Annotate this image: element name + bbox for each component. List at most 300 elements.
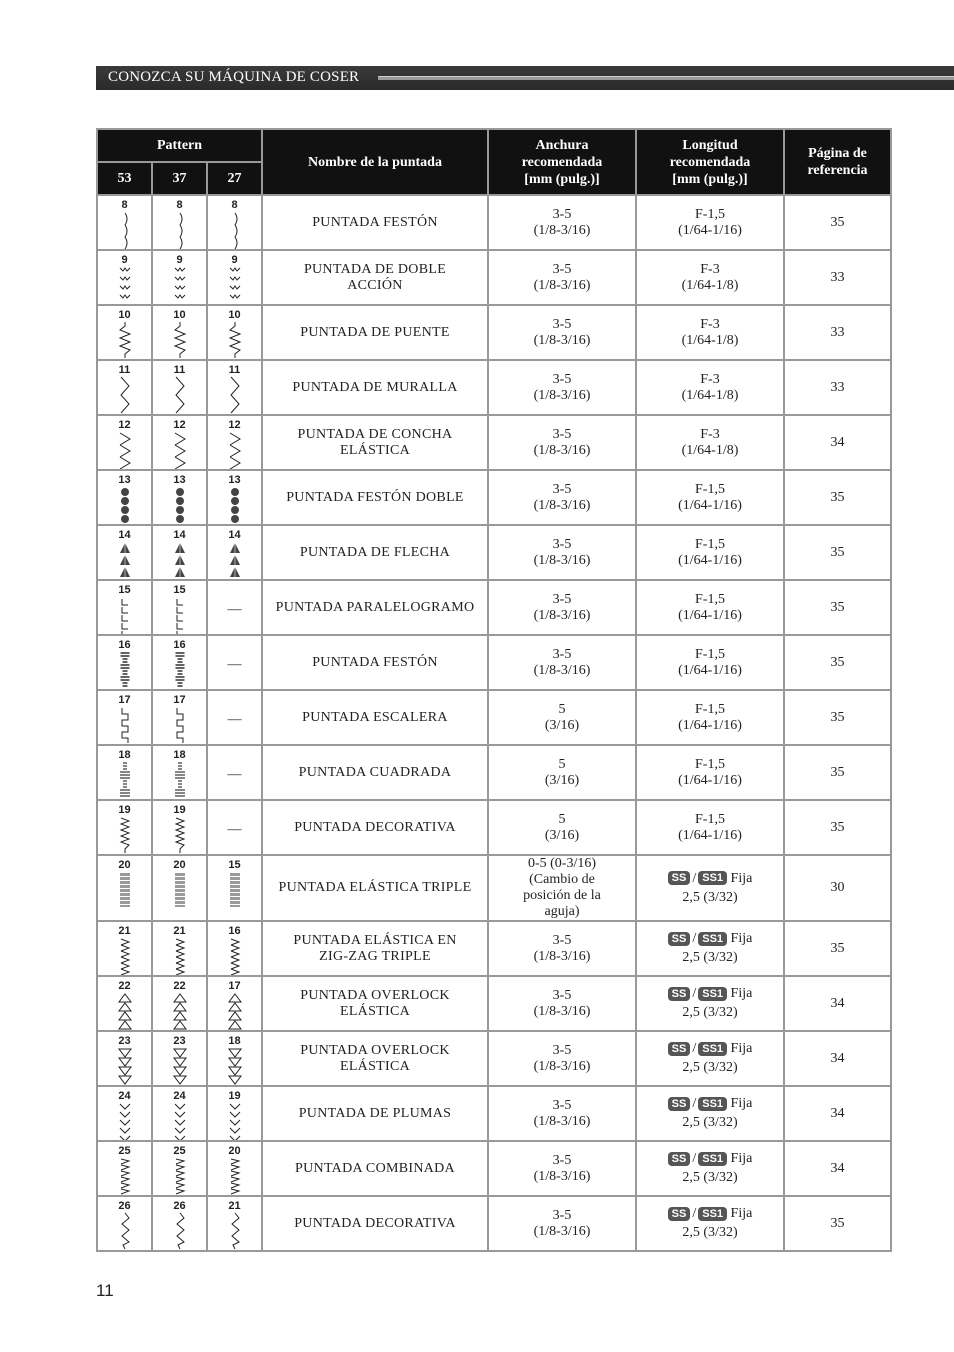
stitch-name-line: PUNTADA ELÁSTICA EN (293, 932, 457, 948)
stitch-pattern-icon (173, 871, 187, 909)
pattern-cell (97, 195, 152, 250)
pattern-number: 14 (228, 529, 241, 541)
pattern-cell (207, 305, 262, 360)
pattern-number: 24 (118, 1090, 131, 1102)
pattern-cell (152, 800, 207, 855)
stitch-pattern-icon (228, 1102, 242, 1140)
stitch-pattern-icon (173, 266, 187, 304)
pattern-cell (207, 745, 262, 800)
stitch-pattern-icon (118, 706, 132, 744)
stitch-pattern-icon (228, 211, 242, 249)
stitch-name-line: PUNTADA DE PLUMAS (298, 1105, 452, 1121)
pattern-cell (207, 976, 262, 1031)
pattern-cell (97, 470, 152, 525)
reference-page-cell: 35 (784, 921, 891, 976)
pattern-number: 16 (173, 639, 186, 651)
pattern-cell (152, 1086, 207, 1141)
table-row (97, 635, 891, 690)
not-available-dash: — (227, 767, 242, 782)
stitch-pattern-icon (228, 1212, 242, 1250)
table-row (97, 800, 891, 855)
width-cell (488, 305, 636, 360)
pattern-number: 11 (118, 364, 131, 376)
reference-page-cell: 33 (784, 360, 891, 415)
pattern-cell (152, 415, 207, 470)
length-cell (636, 855, 784, 921)
length-cell (636, 976, 784, 1031)
length-line: F-3 (700, 261, 720, 277)
stitch-name-cell (262, 976, 488, 1031)
length-header-line: Longitud (682, 137, 738, 153)
stitch-pattern-icon (173, 321, 187, 359)
stitch-name-line: PUNTADA OVERLOCK (300, 987, 450, 1003)
stitch-pattern-icon (118, 937, 132, 975)
pattern-number: 15 (173, 584, 186, 596)
stitch-pattern-icon (173, 761, 187, 799)
width-header-line: recomendada (521, 154, 603, 170)
width-line: 3-5 (552, 932, 572, 948)
reference-page-cell: 34 (784, 1031, 891, 1086)
pattern-number: 25 (173, 1145, 186, 1157)
length-line: (1/64-1/16) (678, 827, 742, 843)
ss1-badge: SS1 (698, 987, 727, 1001)
ss1-badge: SS1 (698, 932, 727, 946)
stitch-name-cell (262, 745, 488, 800)
stitch-pattern-icon (118, 431, 132, 469)
width-cell (488, 690, 636, 745)
stitch-name-cell (262, 800, 488, 855)
name-header: Nombre de la puntada (262, 129, 488, 195)
table-row (97, 690, 891, 745)
pattern-number: 12 (118, 419, 131, 431)
pattern-cell (97, 1031, 152, 1086)
ss-badge: SS (668, 1097, 691, 1111)
stitch-table (96, 128, 892, 1252)
stitch-pattern-icon (118, 871, 132, 909)
stitch-pattern-icon (173, 816, 187, 854)
stitch-name-line: ELÁSTICA (339, 1058, 411, 1074)
pattern-cell (152, 855, 207, 921)
length-line: F-1,5 (695, 701, 725, 717)
page-header-line: Página de (808, 146, 867, 161)
width-header (488, 129, 636, 195)
table-row (97, 305, 891, 360)
pattern-cell (152, 360, 207, 415)
width-line: (1/8-3/16) (533, 1113, 591, 1129)
reference-page-cell: 35 (784, 690, 891, 745)
pattern-cell (97, 635, 152, 690)
table-row (97, 745, 891, 800)
stitch-pattern-icon (228, 992, 242, 1030)
stitch-name-cell (262, 1086, 488, 1141)
pattern-cell (207, 360, 262, 415)
length-line: 2,5 (3/32) (682, 1225, 738, 1240)
stitch-name-cell (262, 360, 488, 415)
pattern-number: 16 (118, 639, 131, 651)
stitch-pattern-icon (118, 596, 132, 634)
width-line: (1/8-3/16) (533, 387, 591, 403)
stitch-pattern-icon (173, 1102, 187, 1140)
stitch-name-line: PUNTADA CUADRADA (298, 764, 452, 780)
length-cell (636, 800, 784, 855)
stitch-pattern-icon (118, 1157, 132, 1195)
pattern-cell (152, 305, 207, 360)
width-line: aguja) (544, 904, 580, 919)
stitch-pattern-icon (228, 321, 242, 359)
pattern-cell (97, 976, 152, 1031)
ss1-badge: SS1 (698, 1042, 727, 1056)
pattern-number: 21 (228, 1200, 241, 1212)
reference-page-cell: 34 (784, 1086, 891, 1141)
width-cell (488, 745, 636, 800)
pattern-cell (207, 470, 262, 525)
fixed-label: Fija (730, 931, 753, 946)
pattern-number: 11 (173, 364, 186, 376)
width-cell (488, 1086, 636, 1141)
pattern-number: 26 (173, 1200, 186, 1212)
width-line: (1/8-3/16) (533, 1223, 591, 1239)
reference-page-cell: 35 (784, 635, 891, 690)
pattern-number: 18 (118, 749, 131, 761)
pattern-cell (207, 635, 262, 690)
stitch-name-line: PUNTADA DE DOBLE (303, 261, 447, 277)
slash-separator: / (692, 986, 697, 1001)
stitch-pattern-icon (228, 541, 242, 579)
length-line: (1/64-1/8) (681, 387, 739, 403)
stitch-pattern-icon (118, 1212, 132, 1250)
model-37-header: 37 (152, 162, 207, 195)
ss-badge: SS (668, 932, 691, 946)
table-row (97, 1141, 891, 1196)
reference-page-cell: 34 (784, 415, 891, 470)
stitch-name-line: PUNTADA ESCALERA (302, 709, 448, 725)
pattern-cell (207, 1031, 262, 1086)
ss1-badge: SS1 (698, 1097, 727, 1111)
pattern-cell (207, 195, 262, 250)
length-line: F-1,5 (695, 756, 725, 772)
width-line: (1/8-3/16) (533, 552, 591, 568)
pattern-cell (207, 921, 262, 976)
pattern-number: 8 (121, 199, 128, 211)
length-line: 2,5 (3/32) (682, 1005, 738, 1020)
table-row (97, 580, 891, 635)
width-line: 3-5 (552, 1097, 572, 1113)
length-line: F-3 (700, 316, 720, 332)
stitch-name-line: ZIG-ZAG TRIPLE (319, 948, 431, 964)
fixed-label: Fija (730, 986, 753, 1001)
width-header-line: Anchura (535, 137, 589, 153)
stitch-pattern-icon (118, 211, 132, 249)
pattern-cell (152, 690, 207, 745)
pattern-cell (207, 800, 262, 855)
slash-separator: / (692, 1096, 697, 1111)
length-line: (1/64-1/16) (678, 552, 742, 568)
pattern-number: 15 (118, 584, 131, 596)
stitch-pattern-icon (173, 376, 187, 414)
width-cell (488, 1031, 636, 1086)
stitch-name-line: PUNTADA FESTÓN DOBLE (286, 489, 464, 505)
stitch-pattern-icon (173, 706, 187, 744)
stitch-pattern-icon (118, 651, 132, 689)
width-cell (488, 921, 636, 976)
pattern-cell (207, 250, 262, 305)
page-header (784, 129, 891, 195)
stitch-name-cell (262, 415, 488, 470)
length-line: (1/64-1/8) (681, 277, 739, 293)
pattern-cell (207, 580, 262, 635)
pattern-number: 13 (173, 474, 186, 486)
length-cell (636, 1031, 784, 1086)
pattern-number: 19 (228, 1090, 241, 1102)
pattern-cell (152, 1031, 207, 1086)
pattern-number: 22 (118, 980, 131, 992)
length-cell (636, 250, 784, 305)
not-available-dash: — (227, 822, 242, 837)
pattern-number: 10 (118, 309, 131, 321)
pattern-number: 9 (231, 254, 238, 266)
length-line: (1/64-1/16) (678, 662, 742, 678)
pattern-number: 24 (173, 1090, 186, 1102)
pattern-number: 26 (118, 1200, 131, 1212)
pattern-number: 10 (173, 309, 186, 321)
length-cell (636, 1141, 784, 1196)
pattern-number: 12 (228, 419, 241, 431)
pattern-number: 17 (118, 694, 131, 706)
table-row (97, 360, 891, 415)
width-cell (488, 360, 636, 415)
stitch-pattern-icon (173, 486, 187, 524)
page-header-line: referencia (807, 163, 868, 178)
pattern-cell (97, 580, 152, 635)
pattern-number: 9 (176, 254, 183, 266)
pattern-number: 9 (121, 254, 128, 266)
model-53-header: 53 (97, 162, 152, 195)
length-line: 2,5 (3/32) (682, 950, 738, 965)
length-line: F-3 (700, 371, 720, 387)
width-cell (488, 976, 636, 1031)
stitch-name-line: PUNTADA DE CONCHA (297, 426, 453, 442)
stitch-pattern-icon (173, 596, 187, 634)
pattern-cell (152, 921, 207, 976)
width-line: 3-5 (552, 1152, 572, 1168)
length-cell (636, 580, 784, 635)
width-line: (1/8-3/16) (533, 442, 591, 458)
width-line: 3-5 (552, 536, 572, 552)
width-line: 3-5 (552, 646, 572, 662)
pattern-cell (97, 415, 152, 470)
pattern-number: 17 (173, 694, 186, 706)
length-line: (1/64-1/16) (678, 717, 742, 733)
pattern-cell (97, 921, 152, 976)
ss1-badge: SS1 (698, 1152, 727, 1166)
reference-page-cell: 35 (784, 195, 891, 250)
length-line: (1/64-1/8) (681, 332, 739, 348)
stitch-name-line: PUNTADA DE FLECHA (299, 544, 451, 560)
length-header-line: recomendada (669, 154, 751, 170)
pattern-cell (97, 800, 152, 855)
pattern-number: 18 (173, 749, 186, 761)
length-line: 2,5 (3/32) (682, 889, 738, 905)
stitch-pattern-icon (173, 992, 187, 1030)
length-line: F-1,5 (695, 206, 725, 222)
pattern-cell (97, 1086, 152, 1141)
pattern-number: 14 (118, 529, 131, 541)
stitch-pattern-icon (118, 816, 132, 854)
table-row (97, 1031, 891, 1086)
pattern-number: 23 (118, 1035, 131, 1047)
not-available-dash: — (227, 657, 242, 672)
stitch-name-line: PUNTADA DECORATIVA (294, 819, 456, 835)
ss-badge: SS (668, 1152, 691, 1166)
stitch-name-cell (262, 855, 488, 921)
table-row (97, 1196, 891, 1251)
width-line: posición de la (523, 888, 601, 903)
stitch-name-line: PUNTADA ELÁSTICA TRIPLE (278, 880, 472, 895)
stitch-name-cell (262, 1031, 488, 1086)
stitch-pattern-icon (118, 321, 132, 359)
length-line: F-1,5 (695, 536, 725, 552)
length-cell (636, 745, 784, 800)
fixed-label: Fija (730, 1096, 753, 1111)
stitch-name-line: ACCIÓN (347, 277, 403, 293)
pattern-number: 17 (228, 980, 241, 992)
not-available-dash: — (227, 712, 242, 727)
stitch-pattern-icon (228, 486, 242, 524)
width-line: 5 (558, 811, 566, 827)
stitch-name-cell (262, 921, 488, 976)
length-line: (1/64-1/16) (678, 772, 742, 788)
stitch-pattern-icon (118, 266, 132, 304)
reference-page-cell: 34 (784, 1141, 891, 1196)
length-cell (636, 525, 784, 580)
pattern-cell (97, 1141, 152, 1196)
stitch-pattern-icon (118, 992, 132, 1030)
slash-separator: / (692, 1206, 697, 1221)
reference-page-cell: 35 (784, 470, 891, 525)
length-line: (1/64-1/16) (678, 607, 742, 623)
stitch-pattern-icon (173, 1212, 187, 1250)
pattern-number: 14 (173, 529, 186, 541)
reference-page-cell: 35 (784, 525, 891, 580)
width-cell (488, 1141, 636, 1196)
pattern-cell (97, 250, 152, 305)
width-cell (488, 415, 636, 470)
fixed-label: Fija (730, 1206, 753, 1221)
width-line: 3-5 (552, 987, 572, 1003)
table-row (97, 525, 891, 580)
pattern-cell (207, 415, 262, 470)
model-27-header: 27 (207, 162, 262, 195)
stitch-pattern-icon (228, 1157, 242, 1195)
width-cell (488, 800, 636, 855)
pattern-cell (152, 195, 207, 250)
length-line: (1/64-1/8) (681, 442, 739, 458)
pattern-cell (152, 1141, 207, 1196)
pattern-cell (152, 745, 207, 800)
width-line: (1/8-3/16) (533, 948, 591, 964)
stitch-pattern-icon (173, 541, 187, 579)
pattern-cell (97, 745, 152, 800)
pattern-cell (207, 525, 262, 580)
pattern-number: 21 (173, 925, 186, 937)
stitch-pattern-icon (173, 1047, 187, 1085)
ss1-badge: SS1 (698, 871, 727, 885)
width-cell (488, 195, 636, 250)
stitch-name-cell (262, 195, 488, 250)
stitch-name-line: ELÁSTICA (339, 442, 411, 458)
slash-separator: / (692, 870, 697, 886)
stitch-name-line: PUNTADA PARALELOGRAMO (275, 599, 475, 615)
stitch-pattern-icon (173, 651, 187, 689)
width-line: (1/8-3/16) (533, 277, 591, 293)
pattern-number: 20 (228, 1145, 241, 1157)
ss1-badge: SS1 (698, 1207, 727, 1221)
reference-page-cell: 35 (784, 580, 891, 635)
width-line: (1/8-3/16) (533, 607, 591, 623)
pattern-cell (152, 580, 207, 635)
pattern-number: 8 (231, 199, 238, 211)
reference-page-cell: 30 (784, 855, 891, 921)
table-row (97, 921, 891, 976)
pattern-number: 15 (228, 859, 241, 871)
length-header (636, 129, 784, 195)
stitch-name-cell (262, 690, 488, 745)
ss-badge: SS (668, 987, 691, 1001)
pattern-header: Pattern (97, 129, 262, 162)
pattern-number: 8 (176, 199, 183, 211)
width-line: 3-5 (552, 371, 572, 387)
stitch-name-line: PUNTADA DECORATIVA (294, 1215, 456, 1231)
width-line: (1/8-3/16) (533, 1168, 591, 1184)
pattern-cell (152, 470, 207, 525)
pattern-cell (207, 690, 262, 745)
width-line: (1/8-3/16) (533, 497, 591, 513)
stitch-name-cell (262, 305, 488, 360)
length-cell (636, 1196, 784, 1251)
pattern-cell (152, 976, 207, 1031)
ss-badge: SS (668, 1042, 691, 1056)
slash-separator: / (692, 931, 697, 946)
pattern-cell (152, 635, 207, 690)
pattern-number: 25 (118, 1145, 131, 1157)
stitch-name-line: PUNTADA DE PUENTE (300, 324, 450, 340)
width-cell (488, 1196, 636, 1251)
stitch-pattern-icon (118, 541, 132, 579)
reference-page-cell: 35 (784, 1196, 891, 1251)
length-cell (636, 635, 784, 690)
stitch-pattern-icon (118, 1102, 132, 1140)
pattern-cell (152, 250, 207, 305)
ss-badge: SS (668, 1207, 691, 1221)
stitch-pattern-icon (228, 1047, 242, 1085)
pattern-number: 19 (118, 804, 131, 816)
pattern-number: 19 (173, 804, 186, 816)
length-line: F-1,5 (695, 591, 725, 607)
pattern-number: 13 (228, 474, 241, 486)
stitch-pattern-icon (173, 1157, 187, 1195)
length-cell (636, 470, 784, 525)
not-available-dash: — (227, 602, 242, 617)
table-row (97, 250, 891, 305)
length-cell (636, 415, 784, 470)
section-title: CONOZCA SU MÁQUINA DE COSER (108, 69, 360, 85)
section-header-band (96, 66, 954, 90)
reference-page-cell: 33 (784, 250, 891, 305)
width-header-line: [mm (pulg.)] (524, 171, 600, 187)
pattern-cell (97, 360, 152, 415)
stitch-name-line: PUNTADA FESTÓN (312, 214, 438, 230)
length-line: F-3 (700, 426, 720, 442)
